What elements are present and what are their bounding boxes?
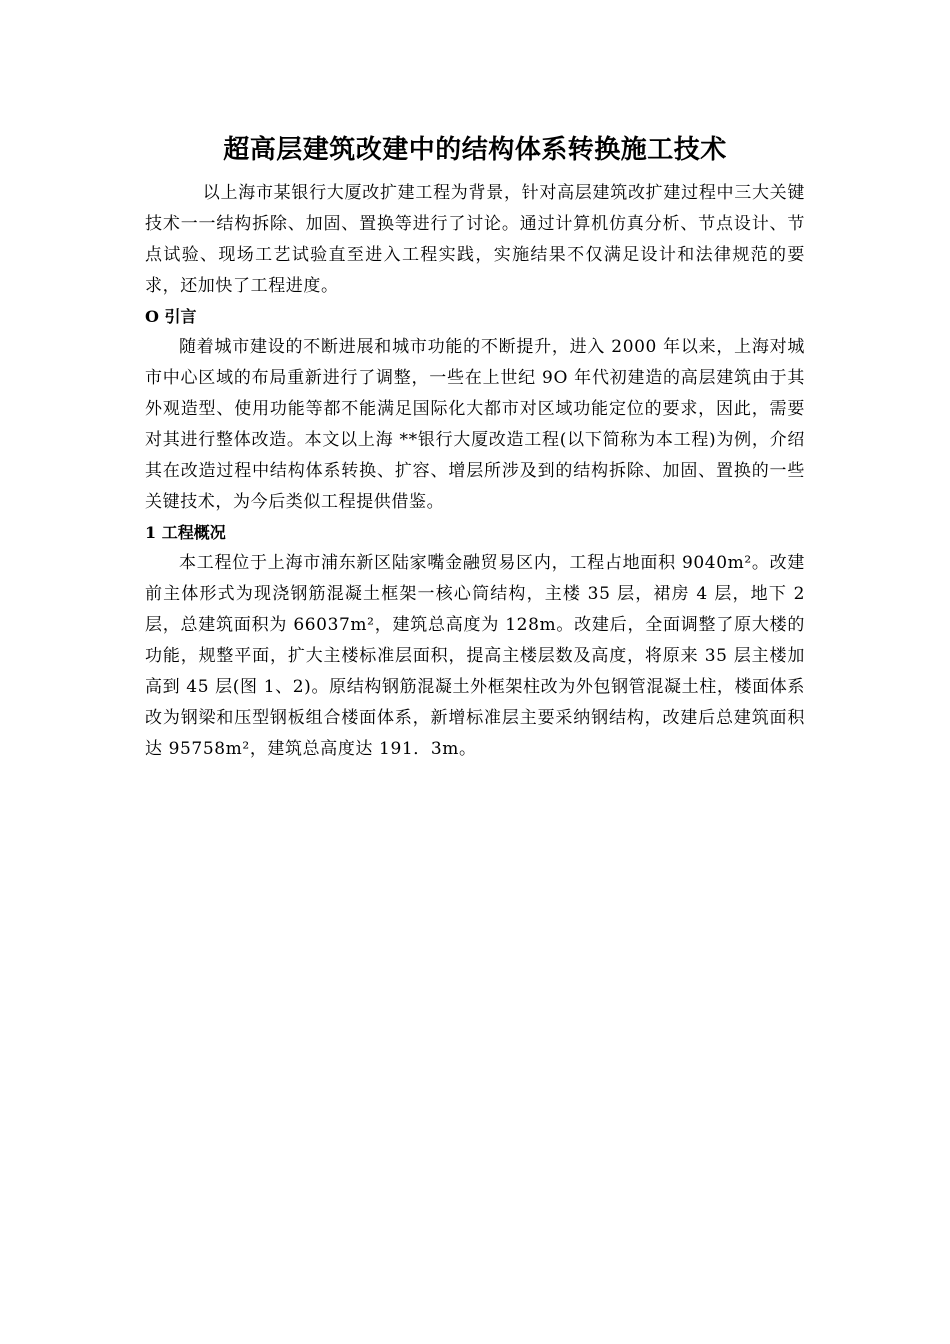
section-heading-introduction: O 引言 (145, 307, 197, 326)
abstract-paragraph: 以上海市某银行大厦改扩建工程为背景，针对高层建筑改扩建过程中三大关键技术一一结构拆除、加固、置换等进行了讨论。通过计算机仿真分析、节点设计、节点试验、现场工艺试验直至进入工程实践，实施结果不仅满足设计和法律规范的要求，还加快了工程进度。 (145, 183, 805, 296)
project-overview-paragraph: 本工程位于上海市浦东新区陆家嘴金融贸易区内，工程占地面积 9040m²。改建前主体形式为现浇钢筋混凝土框架一核心筒结构，主楼 35 层，裙房 4 层，地下 2 层，总建筑面积为 66037m²，建筑总高度为 128m。改建后，全面调整了原大楼的功能，规整平面，扩大主楼标准层面积，提高主楼层数及高度，将原来 35 层主楼加高到 45 层(图 1、2)。原结构钢筋混凝土外框架柱改为外包钢管混凝土柱，楼面体系改为钢梁和压型钢板组合楼面体系，新增标准层主要采纳钢结构，改建后总建筑面积达 95758m²，建筑总高度达 191．3m。 (145, 553, 805, 759)
introduction-paragraph: 随着城市建设的不断进展和城市功能的不断提升，进入 2000 年以来，上海对城市中心区域的布局重新进行了调整，一些在上世纪 9O 年代初建造的高层建筑由于其外观造型、使用功能等都不能满足国际化大都市对区域功能定位的要求，因此，需要对其进行整体改造。本文以上海 **银行大厦改造工程(以下简称为本工程)为例，介绍其在改造过程中结构体系转换、扩容、增层所涉及到的结构拆除、加固、置换的一些关键技术，为今后类似工程提供借鉴。 (145, 337, 805, 512)
section-heading-project-overview: 1 工程概况 (145, 523, 226, 542)
document-page (145, 128, 805, 765)
document-title: 超高层建筑改建中的结构体系转换施工技术 (223, 135, 727, 165)
